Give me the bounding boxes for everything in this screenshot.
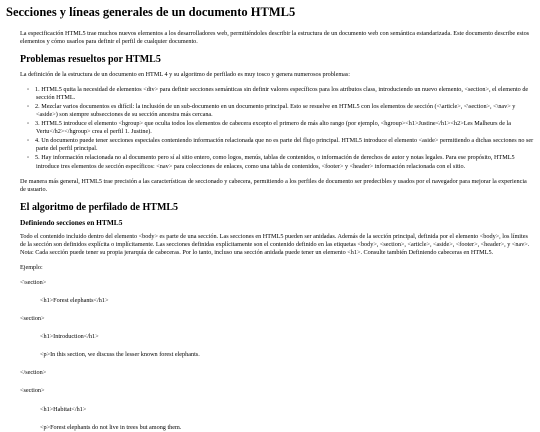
list-item: ◦ 3. HTML5 introduce el elemento <hgroup> que oculta todos los elementos de cabecera excepto el primero de más alto rango (por ejemplo, <hgroup><h1>Justine</h1><h2>Les Malheurs de la Vertu</h2></hgroup> crea el perfil 1. Justine).: [36, 120, 534, 136]
example-label: Ejemplo:: [20, 264, 43, 272]
problems-summary: De manera más general, HTML5 trae precisión a las características de seccionado y cabecera, permitiendo a los perfiles de documento ser predecibles y usados por el navegador para mejorar la experiencia de usuario.: [20, 177, 527, 193]
list-item: ◦ 5. Hay información relacionada no al documento pero sí al sitio entero, como logos, menús, tablas de contenidos, o información de derechos de autor y notas legales. Para ese propósito, HTML5 introduce tres elementos de sección específicos: <nav> para colecciones de enlaces, como una tabla de contenidos, <footer> y <header> información relacionada con el sitio.: [36, 154, 534, 170]
code-line: <h1>Forest elephants</h1>: [40, 297, 109, 305]
code-line: <p>In this section, we discuss the lesser known forest elephants.: [40, 351, 200, 359]
list-item: ◦ 4. Un documento puede tener secciones especiales conteniendo información relacionada que no es parte del flujo principal. HTML5 introduce el elemento <aside> permitiendo a dichas secciones no ser parte del perfil principal.: [36, 137, 534, 153]
code-line: </section>: [20, 369, 47, 377]
sections-paragraph: Todo el contenido incluido dentro del elemento <body> es parte de una sección. Las secciones en HTML5 pueden ser anidadas. Además de la sección principal, definida por el elemento <body>, los límites de la sección son definidos explícita o implícitamente. Las secciones definidas explícitamente son el contenido definido en las etiquetas <body>, <section>, <article>, <aside>, <footer>, <header>, y <nav>. Nota: Cada sección puede tener su propia jerarquía de cabeceras. Por lo tanto, incluso una sección anidada puede tener un elemento <h1>. Consulte también Definiendo cabeceras en HTML5.: [20, 232, 530, 256]
code-line: <section>: [20, 315, 45, 323]
list-item: ◦ 2. Mezclar varios documentos es difícil: la inclusión de un sub-documento en un documento principal. Esto se resuelve en HTML5 con los elementos de sección (<\article>, <\section>, <\nav> y <aside>) son siempre subsecciones de su sección ancestra más cercana.: [36, 103, 534, 119]
list-item: ◦ 1. HTML5 quita la necesidad de elementos <div> para definir secciones semánticas sin definir valores específicos para los atributos class, introduciendo un nuevo elemento, <section>, el elemento de sección HTML.: [36, 86, 534, 102]
algorithm-heading: El algoritmo de perfilado de HTML5: [20, 201, 179, 213]
page-title: Secciones y líneas generales de un documento HTML5: [6, 5, 296, 19]
code-line: <p>Forest elephants do not live in trees but among them.: [40, 423, 182, 431]
problems-list: [20, 86, 534, 171]
sections-subheading: Definiendo secciones en HTML5: [20, 217, 123, 227]
problems-heading: Problemas resueltos por HTML5: [20, 53, 161, 65]
intro-paragraph: La especificación HTML5 trae muchos nuevos elementos a los desarrolladores web, permitiéndoles describir la estructura de un documento web con semántica estandarizada. Este documento describe estos elementos y cómo usarlos para definir el perfil de cualquier documento.: [20, 29, 530, 45]
code-line: <h1>Habitat</h1>: [40, 405, 87, 413]
code-line: <\section>: [20, 279, 47, 287]
code-line: <h1>Introduction</h1>: [40, 333, 99, 341]
code-line: <section>: [20, 387, 45, 395]
problems-lead: La definición de la estructura de un documento en HTML 4 y su algoritmo de perfilado es muy tosco y genera numerosos problemas:: [20, 70, 351, 78]
